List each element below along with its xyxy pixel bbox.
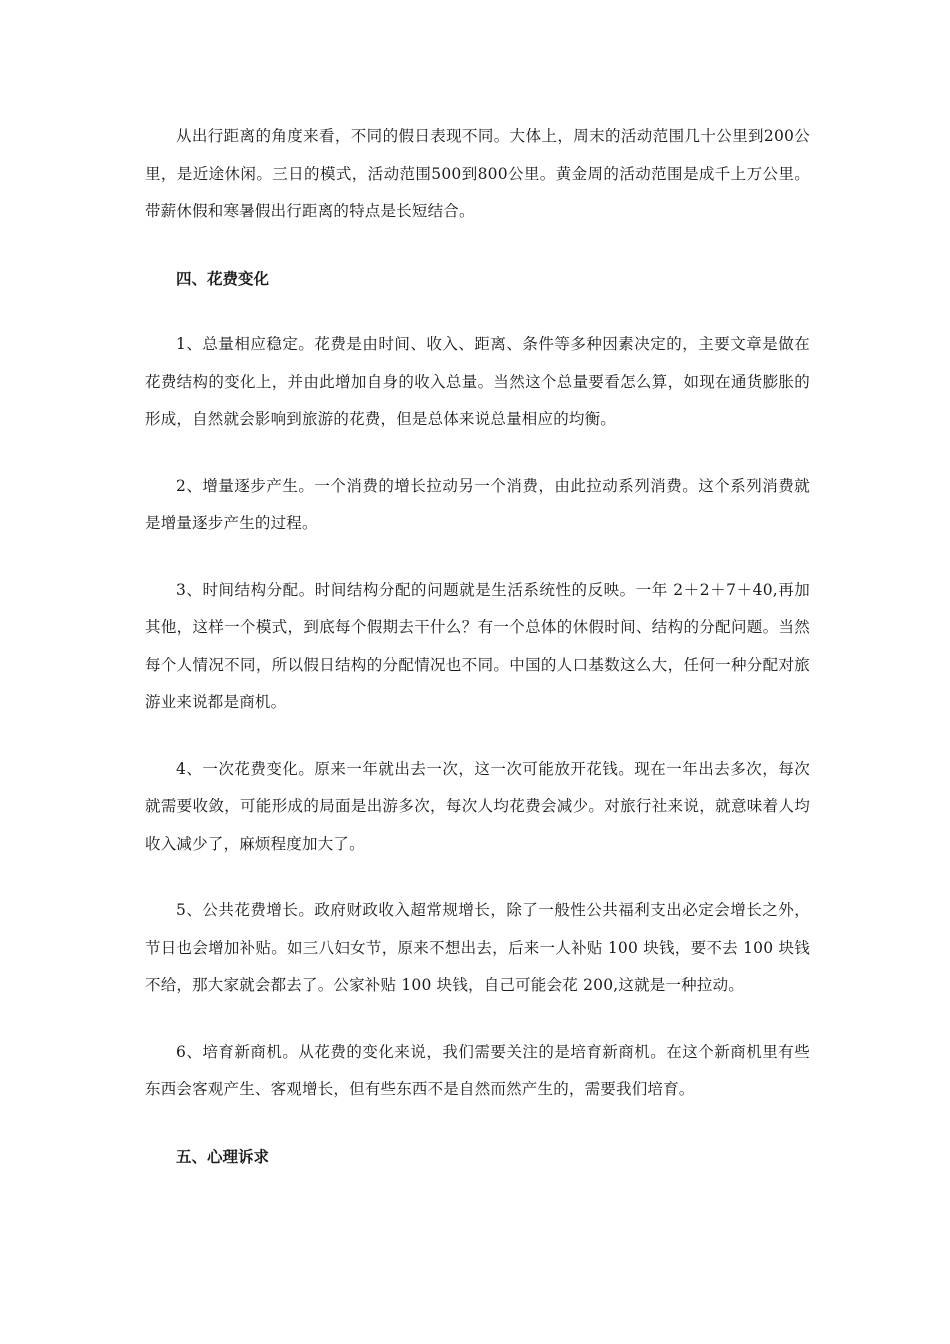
paragraph-item-3: 3、时间结构分配。时间结构分配的问题就是生活系统性的反映。一年 2＋2＋7＋40,再加其他，这样一个模式，到底每个假期去干什么？有一个总体的休假时间、结构的分配问题。当然每个人情况不同，所以假日结构的分配情况也不同。中国的人口基数这么大，任何一种分配对旅游业来说都是商机。 (145, 580, 810, 711)
paragraph-travel-distance: 从出行距离的角度来看，不同的假日表现不同。大体上，周末的活动范围几十公里到200公里，是近途休闲。三日的模式，活动范围500到800公里。黄金周的活动范围是成千上万公里。带薪休假和寒暑假出行距离的特点是长短结合。 (145, 127, 810, 220)
spacer (145, 439, 810, 468)
section-heading-spending-changes: 四、花费变化 (176, 268, 270, 288)
spacer (145, 1109, 810, 1138)
spacer (145, 1005, 810, 1034)
document-page (145, 118, 810, 1175)
spacer (145, 231, 810, 260)
spacer (145, 722, 810, 751)
paragraph-item-1: 1、总量相应稳定。花费是由时间、收入、距离、条件等多种因素决定的，主要文章是做在花费结构的变化上，并由此增加自身的收入总量。当然这个总量要看怎么算，如现在通货膨胀的形成，自然就会影响到旅游的花费，但是总体来说总量相应的均衡。 (145, 335, 810, 428)
paragraph-item-4: 4、一次花费变化。原来一年就出去一次，这一次可能放开花钱。现在一年出去多次，每次就需要收敛，可能形成的局面是出游多次，每次人均花费会减少。对旅行社来说，就意味着人均收入减少了，麻烦程度加大了。 (145, 759, 810, 853)
paragraph-item-5: 5、公共花费增长。政府财政收入超常规增长，除了一般性公共福利支出必定会增长之外，节日也会增加补贴。如三八妇女节，原来不想出去，后来一人补贴 100 块钱，要不去 100 块钱不给，那大家就会都去了。公家补贴 100 块钱，自己可能会花 200,这就是一种拉动。 (145, 901, 810, 994)
spacer (145, 863, 810, 892)
spacer (145, 297, 810, 326)
paragraph-item-6: 6、培育新商机。从花费的变化来说，我们需要关注的是培育新商机。在这个新商机里有些东西会客观产生、客观增长，但有些东西不是自然而然产生的，需要我们培育。 (145, 1042, 810, 1098)
section-heading-psychological-needs: 五、心理诉求 (176, 1146, 270, 1166)
paragraph-item-2: 2、增量逐步产生。一个消费的增长拉动另一个消费，由此拉动系列消费。这个系列消费就是增量逐步产生的过程。 (145, 476, 810, 532)
spacer (145, 543, 810, 572)
